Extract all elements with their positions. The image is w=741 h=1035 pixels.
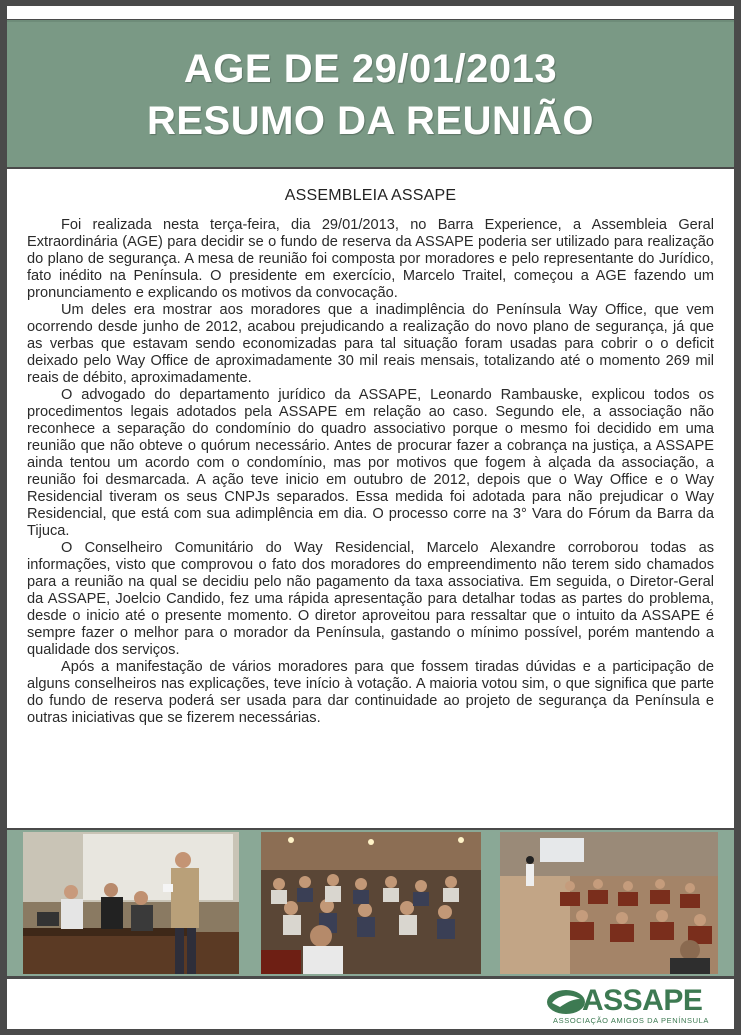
title-banner <box>7 20 734 167</box>
photo-strip <box>7 830 734 976</box>
banner-subtitle: RESUMO DA REUNIÃO <box>146 98 595 143</box>
paragraph-5: Após a manifestação de vários moradores para que fossem tiradas dúvidas e a participação de alguns conselheiros nas explicações, teve início à votação. A maioria votou sim, o que significa que parte do fundo de reserva poderá ser usada para dar continuidade ao projeto de segurança da Península e outras iniciativas que se fizerem necessárias. <box>27 659 714 726</box>
paragraph-1: Foi realizada nesta terça-feira, dia 29/01/2013, no Barra Experience, a Assembleia Geral Extraordinária (AGE) para decidir se o fundo de reserva da ASSAPE poderia ser utilizado para realização do plano de segurança. A mesa de reunião foi composta por moradores e pelo representante do Jurídico, fato inédito na Península. O presidente em exercício, Marcelo Traitel, começou a AGE fazendo um pronunciamento e explicando os motivos da convocação. <box>27 217 714 301</box>
banner-title: AGE DE 29/01/2013 <box>183 46 558 91</box>
photo-meeting-table <box>23 832 239 974</box>
peninsula-icon <box>546 989 586 1015</box>
paragraph-4: O Conselheiro Comunitário do Way Residencial, Marcelo Alexandre corroborou todas as informações, visto que comprovou o fato dos moradores do empreendimento não terem sido chamados para a reunião na qual se decidiu pelo não pagamento da taxa associativa. Em seguida, o Diretor-Geral da ASSAPE, Joelcio Candido, fez uma rápida apresentação para detalhar todas as partes do problema, desde o inicio até o presente momento. O diretor aproveitou para ressaltar que o intuito da ASSAPE é sempre fazer o melhor para o morador da Península, gastando o mínimo possível, porém mantendo a qualidade dos serviços. <box>27 540 714 658</box>
footer-bar <box>7 979 734 1029</box>
paragraph-2: Um deles era mostrar aos moradores que a inadimplência do Península Way Office, que vem ocorrendo desde junho de 2012, acabou prejudicando a realização do novo plano de segurança, já que as verbas que estavam sendo economizadas para tal situação foram usadas para cobrir o o deficit deixado pelo Way Office de aproximadamente 30 mil reais mensais, totalizando até o momento 269 mil reais de débito, aproximadamente. <box>27 302 714 386</box>
logo-subtitle: ASSOCIAÇÃO AMIGOS DA PENÍNSULA <box>553 1016 709 1025</box>
photo-audience <box>261 832 481 974</box>
section-title: ASSEMBLEIA ASSAPE <box>284 187 457 204</box>
paragraph-3: O advogado do departamento jurídico da ASSAPE, Leonardo Rambauske, explicou todos os procedimentos legais adotados pela ASSAPE em relação ao caso. Segundo ele, a associação não reconhece a separação do condomínio do quadro associativo porque o mesmo foi decidido em uma reunião que não obteve o quórum necessário. Antes de procurar fazer a cobrança na justiça, a ASSAPE ainda tentou um acordo com o condomínio, mas por motivos que fogem à alçada da associação, a reunião foi desmarcada. A ação teve inicio em outubro de 2012, depois que o Way Office e o Way Residencial tiveram os seus CNPJs separados. Essa medida foi adotada para não prejudicar o Way Residencial, que está com sua adimplência em dia. O processo corre na 3° Vara do Fórum da Barra da Tijuca. <box>27 387 714 539</box>
assape-logo <box>546 985 716 1025</box>
article-body <box>7 169 734 828</box>
logo-name: ASSAPE <box>582 984 703 1017</box>
photo-hall <box>500 832 718 974</box>
top-strip <box>7 6 734 19</box>
